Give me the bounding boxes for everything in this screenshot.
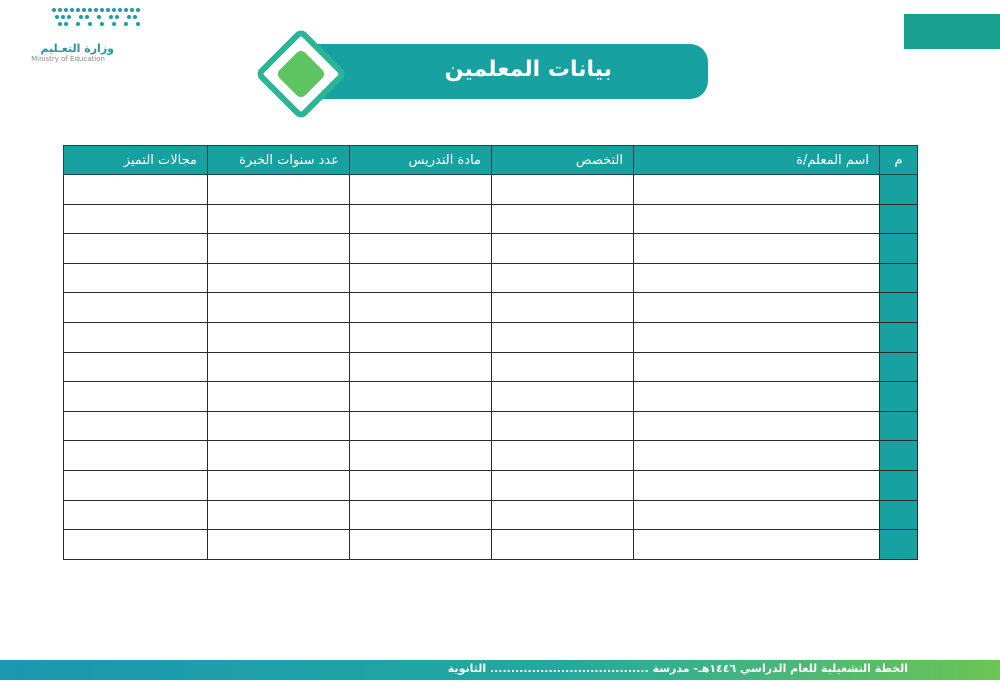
table-cell[interactable] [634, 234, 880, 264]
title-banner [288, 44, 708, 99]
table-cell[interactable] [492, 175, 634, 205]
row-number-cell [880, 530, 918, 560]
teachers-table-wrapper [63, 145, 917, 560]
table-cell[interactable] [64, 263, 208, 293]
table-cell[interactable] [350, 411, 492, 441]
row-number-cell [880, 411, 918, 441]
table-cell[interactable] [64, 293, 208, 323]
teachers-table [63, 145, 918, 560]
row-number-cell [880, 175, 918, 205]
row-number-cell [880, 441, 918, 471]
row-number-cell [880, 234, 918, 264]
table-row [64, 530, 918, 560]
table-cell[interactable] [208, 323, 350, 353]
table-row [64, 382, 918, 412]
table-cell[interactable] [634, 204, 880, 234]
table-cell[interactable] [350, 441, 492, 471]
header-experience-years: عدد سنوات الخبرة [208, 146, 350, 175]
table-cell[interactable] [492, 441, 634, 471]
table-cell[interactable] [492, 411, 634, 441]
table-cell[interactable] [64, 382, 208, 412]
row-number-cell [880, 263, 918, 293]
table-cell[interactable] [350, 175, 492, 205]
table-cell[interactable] [492, 204, 634, 234]
table-cell[interactable] [208, 500, 350, 530]
table-cell[interactable] [350, 530, 492, 560]
ministry-name-en: Ministry of Education [31, 55, 105, 63]
table-header-row [64, 146, 918, 175]
table-cell[interactable] [634, 382, 880, 412]
table-cell[interactable] [492, 471, 634, 501]
table-cell[interactable] [208, 234, 350, 264]
table-cell[interactable] [350, 293, 492, 323]
table-cell[interactable] [492, 352, 634, 382]
corner-decoration [904, 14, 1000, 49]
table-row [64, 352, 918, 382]
table-row [64, 234, 918, 264]
table-body [64, 175, 918, 560]
table-cell[interactable] [350, 263, 492, 293]
table-row [64, 500, 918, 530]
header-specialization: التخصص [492, 146, 634, 175]
table-row [64, 204, 918, 234]
row-number-cell [880, 293, 918, 323]
table-cell[interactable] [208, 411, 350, 441]
table-cell[interactable] [350, 352, 492, 382]
table-row [64, 323, 918, 353]
table-cell[interactable] [350, 471, 492, 501]
table-cell[interactable] [634, 411, 880, 441]
table-cell[interactable] [64, 352, 208, 382]
table-cell[interactable] [492, 263, 634, 293]
row-number-cell [880, 323, 918, 353]
table-cell[interactable] [492, 293, 634, 323]
ministry-logo [22, 8, 132, 62]
table-row [64, 411, 918, 441]
ministry-name-ar: وزارة التعـليم [40, 42, 114, 55]
table-cell[interactable] [64, 175, 208, 205]
row-number-cell [880, 352, 918, 382]
table-cell[interactable] [64, 441, 208, 471]
row-number-cell [880, 500, 918, 530]
table-cell[interactable] [208, 263, 350, 293]
table-cell[interactable] [208, 382, 350, 412]
header-teacher-name: اسم المعلم/ة [634, 146, 880, 175]
table-cell[interactable] [208, 204, 350, 234]
table-cell[interactable] [208, 293, 350, 323]
footer-bar [0, 660, 1000, 680]
table-cell[interactable] [634, 352, 880, 382]
table-cell[interactable] [492, 234, 634, 264]
table-cell[interactable] [350, 234, 492, 264]
table-cell[interactable] [64, 530, 208, 560]
table-cell[interactable] [634, 175, 880, 205]
table-cell[interactable] [492, 500, 634, 530]
table-row [64, 263, 918, 293]
table-row [64, 175, 918, 205]
table-cell[interactable] [64, 411, 208, 441]
row-number-cell [880, 382, 918, 412]
table-cell[interactable] [634, 441, 880, 471]
ministry-emblem-icon [52, 8, 147, 34]
table-cell[interactable] [64, 323, 208, 353]
table-cell[interactable] [208, 352, 350, 382]
table-cell[interactable] [208, 441, 350, 471]
table-cell[interactable] [350, 500, 492, 530]
table-cell[interactable] [64, 500, 208, 530]
table-cell[interactable] [208, 530, 350, 560]
table-cell[interactable] [492, 382, 634, 412]
footer-text: الخطة التشغيلية للعام الدراسي ١٤٤٦هـ- مدرسة ...................................... الثانوية [447, 662, 908, 675]
table-cell[interactable] [64, 234, 208, 264]
table-cell[interactable] [634, 500, 880, 530]
table-cell[interactable] [492, 530, 634, 560]
row-number-cell [880, 471, 918, 501]
table-cell[interactable] [634, 323, 880, 353]
table-cell[interactable] [634, 293, 880, 323]
header-number: م [880, 146, 918, 175]
row-number-cell [880, 204, 918, 234]
header-teaching-subject: مادة التدريس [350, 146, 492, 175]
table-row [64, 471, 918, 501]
table-cell[interactable] [208, 471, 350, 501]
table-cell[interactable] [350, 204, 492, 234]
table-cell[interactable] [634, 263, 880, 293]
table-cell[interactable] [350, 323, 492, 353]
table-row [64, 441, 918, 471]
table-cell[interactable] [64, 471, 208, 501]
table-cell[interactable] [64, 204, 208, 234]
table-cell[interactable] [350, 382, 492, 412]
table-cell[interactable] [634, 471, 880, 501]
table-cell[interactable] [208, 175, 350, 205]
table-row [64, 293, 918, 323]
table-cell[interactable] [634, 530, 880, 560]
page-title: بيانات المعلمين [444, 57, 612, 82]
table-cell[interactable] [492, 323, 634, 353]
header-excellence-areas: مجالات التميز [64, 146, 208, 175]
